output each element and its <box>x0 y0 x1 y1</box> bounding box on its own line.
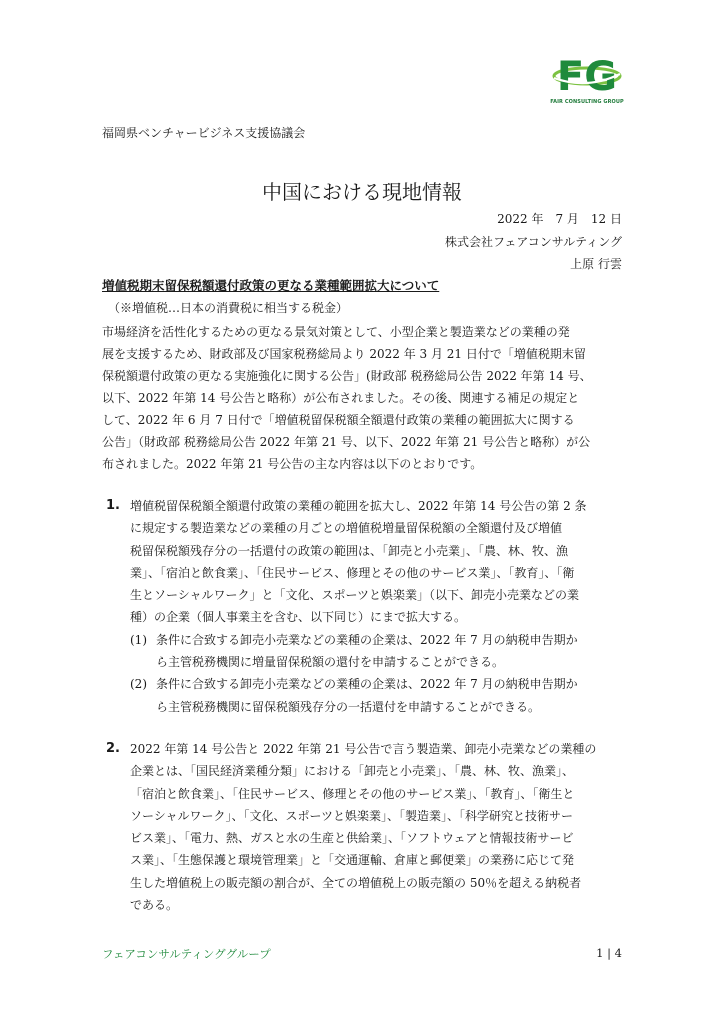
item-line: 種）の企業（個人事業主を含む、以下同じ）にまで拡大する。 <box>130 610 467 625</box>
list-item-1 <box>102 495 622 718</box>
intro-paragraph <box>102 321 622 475</box>
tax-note: （※増値税…日本の消費税に相当する税金） <box>108 301 349 315</box>
intro-line: 保税額還付政策の更なる実施強化に関する公告」(財政部 税務総局公告 2022 年第 14 号、 <box>102 369 592 383</box>
intro-line: 以下、2022 年第 14 号公告と略称）が公布されました。その後、関連する補足の規定と <box>102 391 580 405</box>
section-heading: 増値税期末留保税額還付政策の更なる業種範囲拡大について <box>102 278 440 293</box>
logo-caption: FAIR CONSULTING GROUP <box>550 99 624 105</box>
sub-item-line: 条件に合致する卸売小売業などの業種の企業は、2022 年 7 月の納税申告期か <box>156 632 578 647</box>
list-item-2 <box>102 738 622 916</box>
item-line: 企業とは、「国民経済業種分類」における「卸売と小売業」、「農、林、牧、漁業」、 <box>130 764 575 779</box>
intro-line: して、2022 年 6 月 7 日付で「増値税留保税額全額還付政策の業種の範囲拡大に関する <box>102 413 575 427</box>
intro-line: 布されました。2022 年第 21 号公告の主な内容は以下のとおりです。 <box>102 457 483 471</box>
intro-line: 展を支援するため、財政部及び国家税務総局より 2022 年 3 月 21 日付で「増値税期末留 <box>102 347 586 361</box>
sub-item-line: ら主管税務機関に増量留保税額の還付を申請することができる。 <box>156 655 505 670</box>
page-number: 1 | 4 <box>596 946 622 960</box>
company-logo <box>550 50 624 108</box>
sub-item-2 <box>130 673 622 718</box>
document-date: 2022 年 7 月 12 日 <box>497 212 622 226</box>
organization-name: 福岡県ベンチャービジネス支援協議会 <box>102 126 306 140</box>
list-item-number: 2. <box>106 741 120 756</box>
author-name: 上原 行雲 <box>570 257 622 271</box>
sub-item-line: 条件に合致する卸売小売業などの業種の企業は、2022 年 7 月の納税申告期か <box>156 677 578 692</box>
intro-line: 市場経済を活性化するための更なる景気対策として、小型企業と製造業などの業種の発 <box>102 325 570 339</box>
list-item-number: 1. <box>106 498 120 513</box>
sub-item-1 <box>130 629 622 674</box>
logo-letters: FG <box>556 54 618 98</box>
company-name: 株式会社フェアコンサルティング <box>444 235 622 249</box>
intro-line: 公告」（財政部 税務総局公告 2022 年第 21 号、以下、2022 年第 21 号公告と略称）が公 <box>102 435 591 449</box>
item-line: 増値税留保税額全額還付政策の業種の範囲を拡大し、2022 年第 14 号公告の第 2 条 <box>130 499 587 513</box>
item-line: 2022 年第 14 号公告と 2022 年第 21 号公告で言う製造業、卸売小売業などの業種の <box>130 742 597 756</box>
sub-item-number: (2) <box>130 677 147 692</box>
item-line: に規定する製造業などの業種の月ごとの増値税増量留保税額の全額還付及び増値 <box>130 521 563 536</box>
item-line: ス業」、「生態保護と環境管理業」と「交通運輸、倉庫と郵便業」の業務に応じて発 <box>130 853 575 868</box>
item-line: である。 <box>130 898 179 913</box>
item-line: ビス業」、「電力、熱、ガスと水の生産と供給業」、「ソフトウェアと情報技術サービ <box>130 831 574 846</box>
item-line: 業」、「宿泊と飲食業」、「住民サービス、修理とその他のサービス業」、「教育」、「衛 <box>130 565 575 580</box>
footer-company: フェアコンサルティンググループ <box>102 947 271 961</box>
item-line: 「宿泊と飲食業」、「住民サービス、修理とその他のサービス業」、「教育」、「衛生と <box>130 786 575 801</box>
fg-logo-icon <box>550 50 624 98</box>
sub-item-number: (1) <box>130 632 147 647</box>
item-line: ソーシャルワーク」、「文化、スポーツと娯楽業」、「製造業」、「科学研究と技術サー <box>130 808 574 823</box>
page-title: 中国における現地情報 <box>262 180 462 204</box>
item-line: 生とソーシャルワーク」と「文化、スポーツと娯楽業」（以下、卸売小売業などの業 <box>130 588 580 603</box>
item-line: 生した増値税上の販売額の割合が、全ての増値税上の販売額の 50％を超える納税者 <box>130 875 582 890</box>
sub-item-line: ら主管税務機関に留保税額残存分の一括還付を申請することができる。 <box>156 699 541 714</box>
item-line: 税留保税額残存分の一括還付の政策の範囲は、「卸売と小売業」、「農、林、牧、漁 <box>130 543 569 558</box>
